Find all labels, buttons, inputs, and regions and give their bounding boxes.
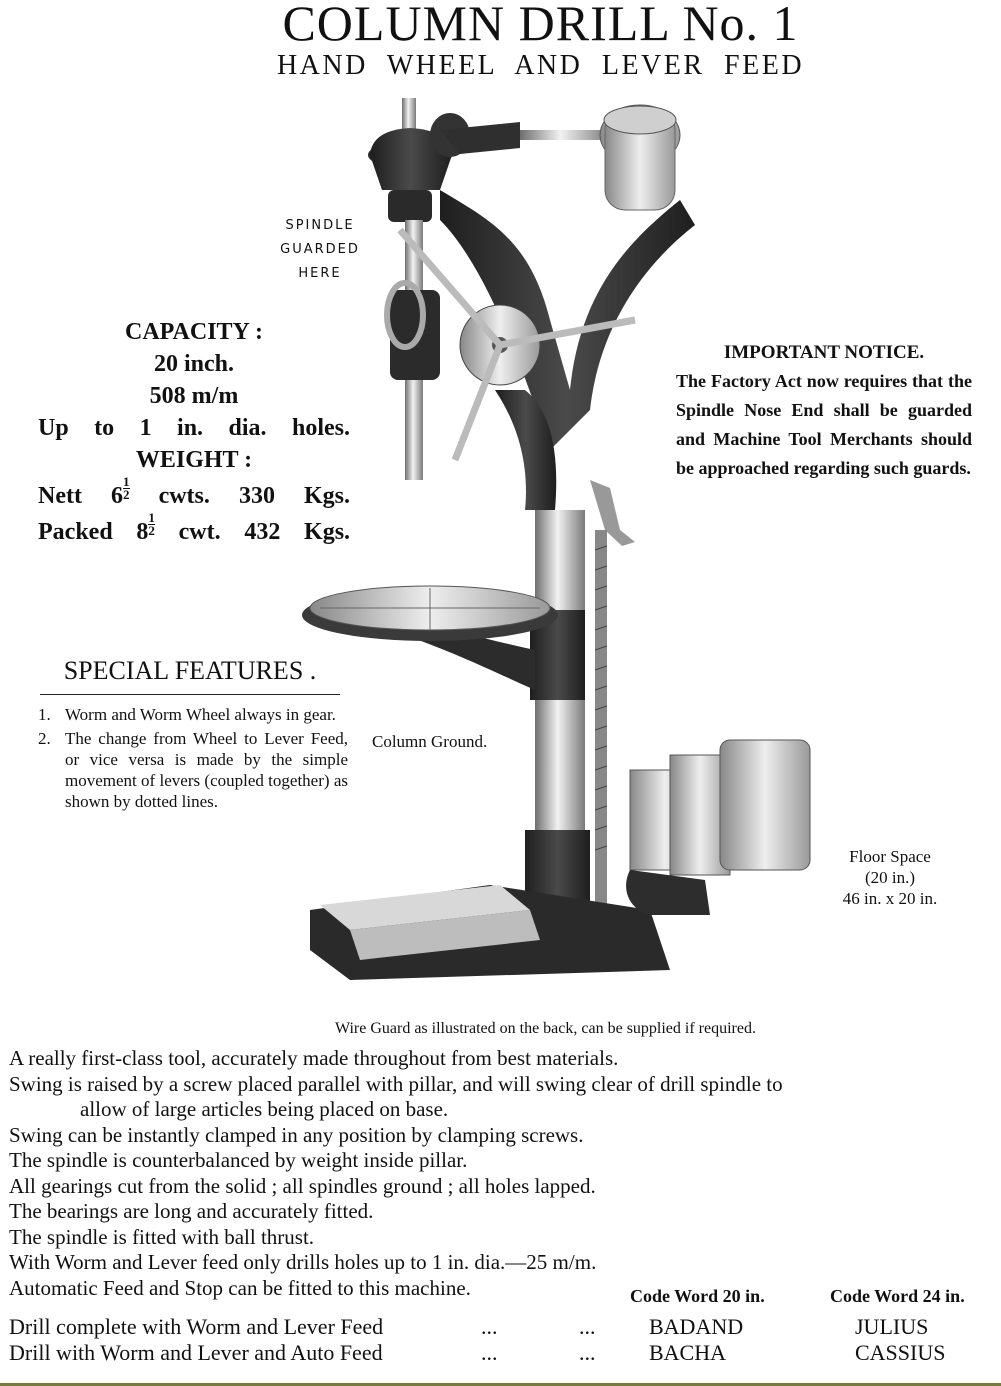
floor-space-line: (20 in.): [864, 868, 916, 887]
row-leader-dots: ...: [481, 1340, 498, 1365]
frac-num: 1: [123, 474, 130, 489]
description-line: A really first-class tool, accurately made throughout from best materials.: [9, 1046, 619, 1070]
feature-text: The change from Wheel to Lever Feed, or vice versa is made by the simple movement of levers (coupled together) as shown by dotted lines.: [65, 729, 348, 811]
nett-cwt: [111, 474, 130, 509]
packed-label: Packed: [38, 519, 113, 545]
description-line: The bearings are long and accurately fitted.: [9, 1199, 374, 1223]
column-ground-label: Column Ground.: [372, 732, 488, 751]
feature-number: 2.: [38, 729, 51, 748]
row-leader-dots: ...: [579, 1340, 596, 1365]
description-line: With Worm and Lever feed only drills holes up to 1 in. dia.—25 m/m.: [9, 1250, 597, 1274]
description-lines: [9, 1046, 999, 1301]
row-leader-dots: ...: [579, 1314, 596, 1339]
frac-num: 1: [148, 510, 155, 525]
description-line: All gearings cut from the solid ; all spindles ground ; all holes lapped.: [9, 1173, 596, 1198]
row-description: Drill with Worm and Lever and Auto Feed: [9, 1340, 383, 1365]
page-subtitle: HAND WHEEL AND LEVER FEED: [276, 50, 805, 81]
table-row: [9, 1314, 999, 1340]
floor-space-line: 46 in. x 20 in.: [842, 889, 938, 908]
frac-den: 2: [123, 487, 130, 502]
wire-guard-note: Wire Guard as illustrated on the back, can be supplied if required.: [335, 1020, 756, 1037]
spindle-label-line: GUARDED: [280, 242, 360, 257]
description-line: Swing can be instantly clamped in any position by clamping screws.: [9, 1122, 584, 1147]
packed-whole: 8: [136, 519, 149, 545]
column-drill-illustration-icon: [290, 90, 850, 1010]
description-line: allow of large articles being placed on base.: [80, 1097, 449, 1121]
description-line: Swing is raised by a screw placed parallel with pillar, and will swing clear of drill spindle to: [9, 1071, 783, 1096]
feature-number: 1.: [38, 705, 51, 724]
packed-cwt: [136, 510, 155, 545]
row-code-24: JULIUS: [855, 1314, 929, 1339]
description-line: The spindle is counterbalanced by weight inside pillar.: [9, 1148, 468, 1172]
capacity-holes: Up to 1 in. dia. holes.: [38, 415, 350, 441]
spindle-label-line: HERE: [298, 266, 342, 281]
code-word-24-header: Code Word 24 in.: [830, 1286, 965, 1306]
half-fraction: [148, 512, 155, 537]
capacity-size-mm: 508 m/m: [149, 383, 239, 409]
special-features-heading: SPECIAL FEATURES .: [63, 656, 317, 685]
notice-heading: IMPORTANT NOTICE.: [723, 342, 925, 363]
description-line: Automatic Feed and Stop can be fitted to this machine.: [9, 1275, 471, 1300]
half-fraction: [123, 476, 130, 501]
table-row: [9, 1340, 999, 1366]
weight-heading: WEIGHT :: [135, 447, 253, 473]
capacity-heading: CAPACITY :: [125, 319, 263, 345]
page-title: COLUMN DRILL No. 1: [282, 0, 799, 51]
packed-unit: cwt.: [178, 519, 221, 545]
feature-text: Worm and Worm Wheel always in gear.: [65, 705, 336, 724]
spindle-label-line: SPINDLE: [285, 218, 355, 233]
row-leader-dots: ...: [481, 1314, 498, 1339]
row-code-20: BACHA: [649, 1340, 727, 1365]
nett-whole: 6: [111, 483, 124, 509]
nett-kg: 330 Kgs.: [238, 483, 350, 509]
floor-space-line: Floor Space: [849, 847, 931, 866]
nett-unit: cwts.: [158, 483, 210, 509]
code-word-table: [9, 1314, 999, 1366]
code-word-20-header: Code Word 20 in.: [630, 1286, 765, 1306]
row-description: Drill complete with Worm and Lever Feed: [9, 1314, 384, 1339]
frac-den: 2: [148, 523, 155, 538]
notice-body: The Factory Act now requires that the Spindle Nose End shall be guarded and Machine Tool Merchants should be approached regarding such guards.: [676, 371, 972, 478]
nett-label: Nett: [38, 483, 82, 509]
description-line: The spindle is fitted with ball thrust.: [9, 1224, 315, 1249]
packed-kg: 432 Kgs.: [244, 519, 351, 545]
row-code-20: BADAND: [649, 1314, 744, 1339]
row-code-24: CASSIUS: [855, 1340, 946, 1365]
capacity-size-inch: 20 inch.: [153, 351, 234, 377]
